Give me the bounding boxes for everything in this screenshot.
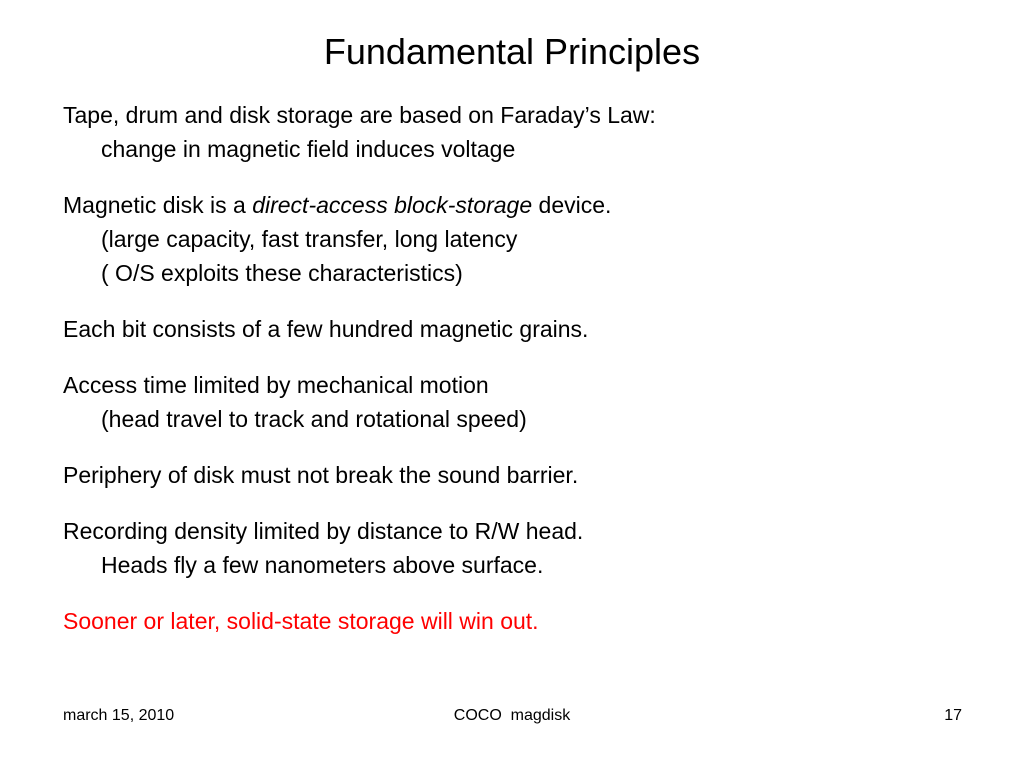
bullet-subtext: change in magnetic field induces voltage	[101, 136, 516, 162]
bullet-subtext: ( O/S exploits these characteristics)	[101, 260, 463, 286]
bullet-subtext: (head travel to track and rotational speed)	[101, 406, 527, 432]
bullet-text: Each bit consists of a few hundred magnetic grains.	[63, 316, 589, 342]
bullet-text-italic: direct-access block-storage	[252, 192, 533, 218]
bullet-access-time	[63, 368, 983, 436]
bullet-text: Tape, drum and disk storage are based on Faraday’s Law:	[63, 102, 656, 128]
slide-body	[63, 98, 983, 660]
footer-title: COCO magdisk	[453, 707, 571, 724]
page-number: 17	[944, 707, 962, 724]
bullet-text-highlight: Sooner or later, solid-state storage will win out.	[63, 608, 539, 634]
bullet-faraday	[63, 98, 983, 166]
bullet-text: Access time limited by mechanical motion	[63, 372, 489, 398]
footer-date: march 15, 2010	[63, 707, 175, 724]
bullet-recording-density	[63, 514, 983, 582]
bullet-text-before: Magnetic disk is a	[63, 192, 253, 218]
bullet-grains	[63, 312, 983, 346]
bullet-magnetic-disk	[63, 188, 983, 290]
bullet-subtext: (large capacity, fast transfer, long latency	[101, 226, 518, 252]
slide-title: Fundamental Principles	[323, 31, 701, 72]
bullet-solid-state	[63, 604, 983, 638]
bullet-text: Recording density limited by distance to R/W head.	[63, 518, 584, 544]
bullet-text	[63, 188, 983, 222]
bullet-text-after: device.	[532, 192, 612, 218]
bullet-text: Periphery of disk must not break the sound barrier.	[63, 462, 579, 488]
bullet-periphery	[63, 458, 983, 492]
bullet-subtext: Heads fly a few nanometers above surface.	[101, 552, 544, 578]
